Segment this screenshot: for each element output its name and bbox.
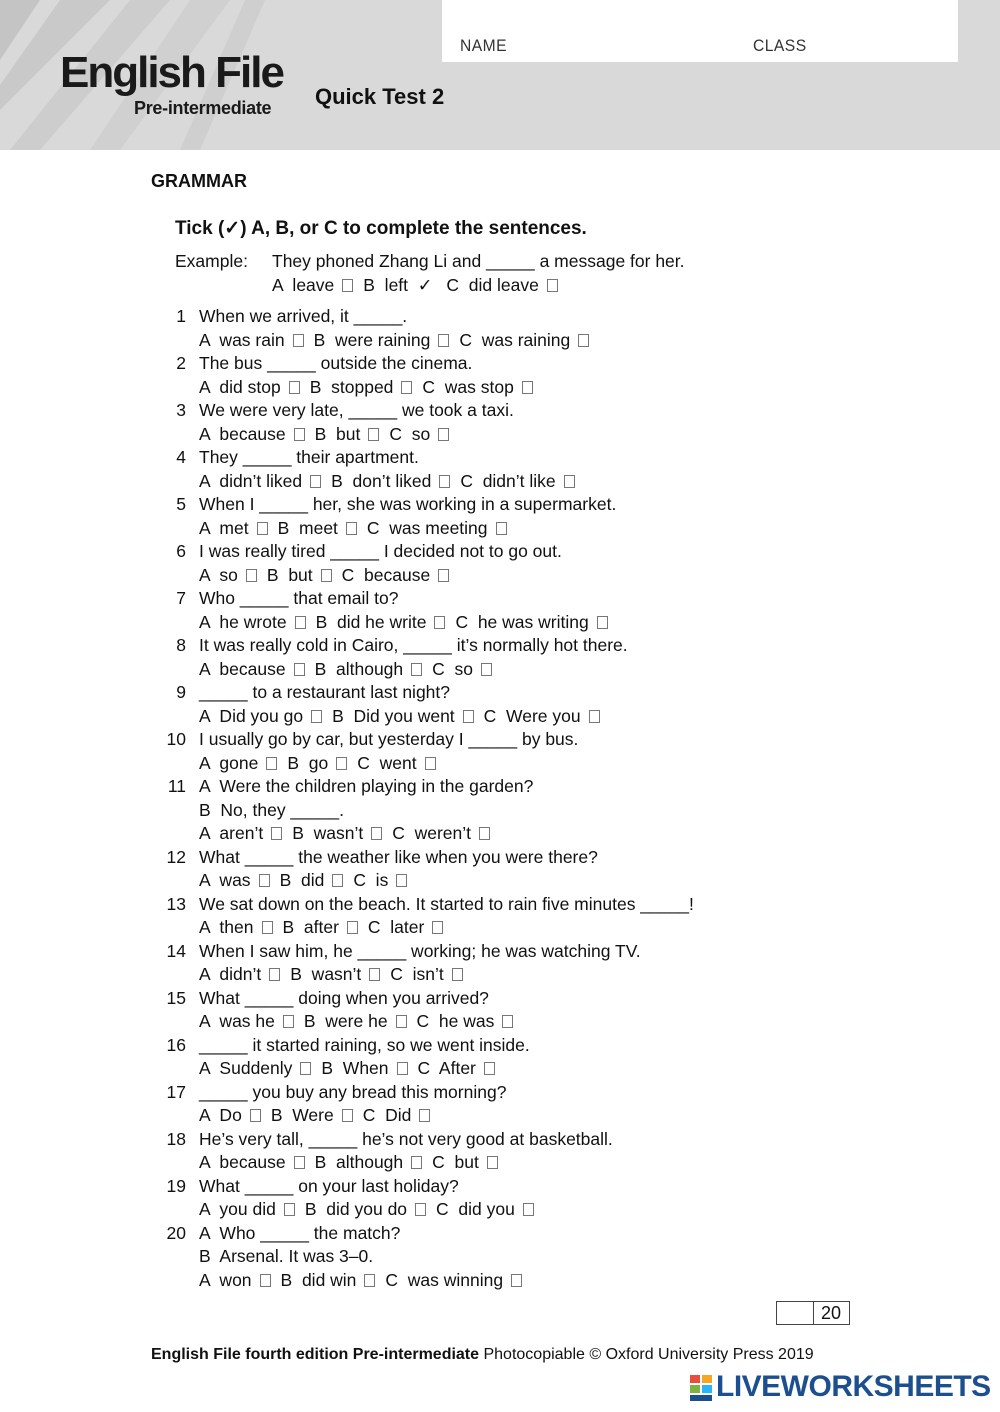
question-text: A Were the children playing in the garden? [199, 776, 534, 796]
option-label: C was raining [459, 329, 571, 350]
question-number: 8 [176, 635, 186, 655]
answer-options [199, 565, 459, 586]
answer-options [199, 964, 473, 985]
option-label: B did [279, 870, 325, 890]
option-label: A was he [199, 1011, 275, 1031]
question-text: He’s very tall, _____ he’s not very good at basketball. [199, 1128, 613, 1149]
answer-checkbox[interactable] [262, 921, 273, 934]
option-label: A then [199, 917, 254, 937]
option-label: A did stop [199, 376, 281, 397]
checkbox-icon [342, 279, 353, 292]
footer [151, 1346, 814, 1364]
name-class-box [442, 0, 958, 62]
answer-checkbox[interactable] [502, 1015, 513, 1028]
question-text: I usually go by car, but yesterday I _____ by bus. [199, 729, 579, 749]
question-text: When I _____ her, she was working in a supermarket. [199, 494, 617, 514]
answer-checkbox[interactable] [346, 522, 357, 535]
answer-checkbox[interactable] [266, 757, 277, 770]
answer-checkbox[interactable] [401, 381, 412, 394]
option-label: C later [367, 917, 425, 937]
answer-checkbox[interactable] [300, 1062, 311, 1075]
question-number: 5 [176, 494, 186, 514]
answer-checkbox[interactable] [250, 1109, 261, 1122]
answer-checkbox[interactable] [332, 874, 343, 887]
option-label: B Did you went [332, 705, 455, 726]
option-label: C is [353, 870, 389, 890]
question-number: 10 [166, 729, 186, 749]
option-label: A Did you go [199, 705, 304, 726]
answer-options [199, 1199, 544, 1220]
question-text: B Arsenal. It was 3–0. [199, 1246, 374, 1266]
option-label: C because [341, 564, 431, 585]
answer-checkbox[interactable] [397, 1062, 408, 1075]
name-label: NAME [460, 36, 508, 55]
question-number: 13 [166, 893, 186, 914]
option-label: C After [417, 1058, 476, 1078]
example-option-b: B left ✓ [363, 275, 433, 295]
answer-checkbox[interactable] [415, 1203, 426, 1216]
answer-options [199, 471, 585, 492]
question-number: 18 [166, 1128, 186, 1149]
option-label: C weren’t [392, 823, 471, 843]
answer-checkbox[interactable] [411, 663, 422, 676]
option-label: A was [199, 870, 251, 890]
option-label: C he was [416, 1011, 495, 1031]
option-label: B meet [277, 517, 338, 538]
instruction: Tick (✓) A, B, or C to complete the sentences. [175, 218, 587, 239]
answer-checkbox[interactable] [321, 569, 332, 582]
option-label: B wasn’t [292, 823, 364, 843]
example-sentence: They phoned Zhang Li and _____ a message for her. [272, 251, 685, 271]
answer-checkbox[interactable] [481, 663, 492, 676]
question-text: What _____ on your last holiday? [199, 1175, 459, 1196]
answer-checkbox[interactable] [259, 874, 270, 887]
option-label: B although [314, 658, 404, 679]
answer-checkbox[interactable] [434, 616, 445, 629]
answer-checkbox[interactable] [396, 874, 407, 887]
answer-options [199, 1011, 523, 1032]
answer-options [199, 659, 502, 680]
example-option-c: C did leave [446, 275, 539, 295]
option-label: B were raining [313, 329, 431, 350]
answer-options [199, 917, 453, 938]
answer-checkbox[interactable] [294, 1156, 305, 1169]
question-text: Who _____ that email to? [199, 588, 399, 608]
option-label: B When [321, 1058, 389, 1078]
test-title: Quick Test 2 [315, 84, 445, 109]
logo-subtitle: Pre-intermediate [134, 98, 272, 118]
footer-rest: Photocopiable © Oxford University Press 2019 [479, 1346, 814, 1363]
option-label: A because [199, 1152, 286, 1172]
option-label: C Did [362, 1105, 412, 1125]
answer-checkbox[interactable] [311, 710, 322, 723]
answer-checkbox[interactable] [369, 968, 380, 981]
option-label: C isn’t [390, 964, 444, 984]
option-label: C was meeting [366, 517, 488, 538]
option-label: A didn’t [199, 964, 262, 984]
option-label: B did you do [304, 1199, 408, 1219]
question-number: 7 [176, 588, 186, 608]
option-label: C but [432, 1152, 479, 1172]
question-text: When we arrived, it _____. [199, 306, 408, 326]
option-label: B Were [270, 1105, 334, 1125]
answer-options [199, 424, 459, 445]
option-label: B after [282, 917, 339, 937]
answer-options [199, 823, 500, 844]
answer-checkbox[interactable] [578, 334, 589, 347]
answer-checkbox[interactable] [271, 827, 282, 840]
option-label: A won [199, 1269, 252, 1290]
answer-checkbox[interactable] [347, 921, 358, 934]
answer-checkbox[interactable] [487, 1156, 498, 1169]
option-label: B go [287, 752, 329, 773]
answer-options [199, 612, 618, 633]
example-options [272, 275, 568, 296]
watermark: LIVEWORKSHEETS [716, 1370, 991, 1403]
question-text: A Who _____ the match? [199, 1222, 401, 1243]
answer-checkbox[interactable] [438, 334, 449, 347]
answer-options [199, 870, 417, 891]
answer-checkbox[interactable] [589, 710, 600, 723]
answer-checkbox[interactable] [479, 827, 490, 840]
question-number: 15 [166, 987, 186, 1008]
question-number: 11 [167, 776, 186, 796]
question-number: 19 [166, 1175, 186, 1196]
question-number: 1 [176, 306, 186, 326]
question-number: 12 [166, 846, 186, 867]
option-label: A Suddenly [199, 1058, 293, 1078]
question-text: We sat down on the beach. It started to rain five minutes _____! [199, 893, 694, 914]
answer-checkbox[interactable] [396, 1015, 407, 1028]
answer-checkbox[interactable] [284, 1203, 295, 1216]
answer-checkbox[interactable] [597, 616, 608, 629]
option-label: A you did [199, 1199, 276, 1219]
question-text: What _____ the weather like when you were there? [199, 846, 598, 867]
option-label: A Do [199, 1105, 242, 1125]
option-label: B but [266, 564, 313, 585]
option-label: B were he [303, 1011, 388, 1031]
liveworksheets-logo-icon [690, 1373, 714, 1403]
logo-title: English File [60, 48, 283, 97]
answer-checkbox[interactable] [523, 1203, 534, 1216]
option-label: C went [357, 752, 417, 773]
question-text: The bus _____ outside the cinema. [199, 353, 473, 373]
option-label: A he wrote [199, 611, 287, 632]
question-text: When I saw him, he _____ working; he was watching TV. [199, 940, 641, 961]
answer-checkbox[interactable] [564, 475, 575, 488]
question-number: 3 [176, 400, 186, 420]
answer-checkbox[interactable] [411, 1156, 422, 1169]
answer-options [199, 1152, 508, 1173]
answer-checkbox[interactable] [294, 663, 305, 676]
answer-checkbox[interactable] [452, 968, 463, 981]
question-text: What _____ doing when you arrived? [199, 987, 489, 1008]
section-title: GRAMMAR [151, 171, 247, 191]
question-text: _____ you buy any bread this morning? [199, 1081, 507, 1102]
option-label: B don’t liked [331, 470, 432, 491]
answer-options [199, 1105, 440, 1126]
option-label: B did win [280, 1269, 357, 1290]
option-label: B although [314, 1152, 404, 1172]
answer-checkbox[interactable] [257, 522, 268, 535]
option-label: A aren’t [199, 823, 264, 843]
question-number: 20 [166, 1222, 186, 1243]
option-label: C he was writing [455, 611, 589, 632]
question-text: _____ it started raining, so we went inside. [199, 1034, 530, 1055]
answer-options [199, 330, 599, 351]
option-label: C so [432, 658, 474, 679]
option-label: C did you [436, 1199, 515, 1219]
question-text: We were very late, _____ we took a taxi. [199, 400, 514, 420]
answer-checkbox[interactable] [484, 1062, 495, 1075]
question-number: 9 [176, 682, 186, 702]
answer-checkbox[interactable] [463, 710, 474, 723]
checkbox-icon [547, 279, 558, 292]
answer-checkbox[interactable] [368, 428, 379, 441]
answer-checkbox[interactable] [496, 522, 507, 535]
answer-checkbox[interactable] [439, 475, 450, 488]
answer-checkbox[interactable] [438, 428, 449, 441]
question-text: _____ to a restaurant last night? [199, 682, 451, 702]
answer-checkbox[interactable] [342, 1109, 353, 1122]
option-label: A because [199, 658, 286, 679]
answer-options [199, 377, 543, 398]
answer-options [199, 1270, 532, 1291]
answer-checkbox[interactable] [289, 381, 300, 394]
answer-checkbox[interactable] [310, 475, 321, 488]
option-label: C didn’t like [460, 470, 556, 491]
answer-checkbox[interactable] [511, 1274, 522, 1287]
question-number: 4 [176, 447, 186, 467]
option-label: B did he write [315, 611, 427, 632]
option-label: C so [389, 423, 431, 444]
answer-options [199, 518, 517, 539]
option-label: A so [199, 564, 238, 585]
option-label: A met [199, 517, 249, 538]
answer-checkbox[interactable] [295, 616, 306, 629]
option-label: C was winning [385, 1269, 504, 1290]
question-number: 14 [166, 940, 186, 961]
option-label: B stopped [309, 376, 394, 397]
answer-checkbox[interactable] [283, 1015, 294, 1028]
question-number: 2 [176, 353, 186, 373]
question-text: It was really cold in Cairo, _____ it’s normally hot there. [199, 635, 628, 655]
answer-checkbox[interactable] [438, 569, 449, 582]
question-text: B No, they _____. [199, 799, 344, 820]
example-label: Example: [175, 251, 248, 271]
question-number: 17 [166, 1081, 186, 1102]
option-label: A didn’t liked [199, 470, 303, 491]
answer-checkbox[interactable] [260, 1274, 271, 1287]
option-label: A was rain [199, 329, 285, 350]
answer-options [199, 753, 446, 774]
option-label: C was stop [422, 376, 514, 397]
score-input-cell[interactable] [777, 1302, 814, 1324]
answer-checkbox[interactable] [425, 757, 436, 770]
example-option-a: A leave [272, 275, 335, 295]
option-label: B wasn’t [290, 964, 362, 984]
answer-options [199, 1058, 505, 1079]
score-total: 20 [821, 1303, 842, 1323]
answer-checkbox[interactable] [246, 569, 257, 582]
answer-checkbox[interactable] [522, 381, 533, 394]
answer-checkbox[interactable] [269, 968, 280, 981]
question-text: They _____ their apartment. [199, 447, 419, 467]
answer-checkbox[interactable] [293, 334, 304, 347]
question-text: I was really tired _____ I decided not to go out. [199, 541, 562, 561]
option-label: A because [199, 423, 286, 444]
class-label: CLASS [753, 36, 807, 55]
footer-bold: English File fourth edition Pre-intermediate [151, 1346, 480, 1363]
answer-checkbox[interactable] [419, 1109, 430, 1122]
question-number: 16 [166, 1034, 186, 1055]
answer-options [199, 706, 610, 727]
answer-checkbox[interactable] [336, 757, 347, 770]
answer-checkbox[interactable] [432, 921, 443, 934]
answer-checkbox[interactable] [364, 1274, 375, 1287]
answer-checkbox[interactable] [294, 428, 305, 441]
option-label: A gone [199, 752, 259, 773]
answer-checkbox[interactable] [371, 827, 382, 840]
option-label: C Were you [483, 705, 581, 726]
option-label: B but [314, 423, 361, 444]
question-number: 6 [176, 541, 186, 561]
